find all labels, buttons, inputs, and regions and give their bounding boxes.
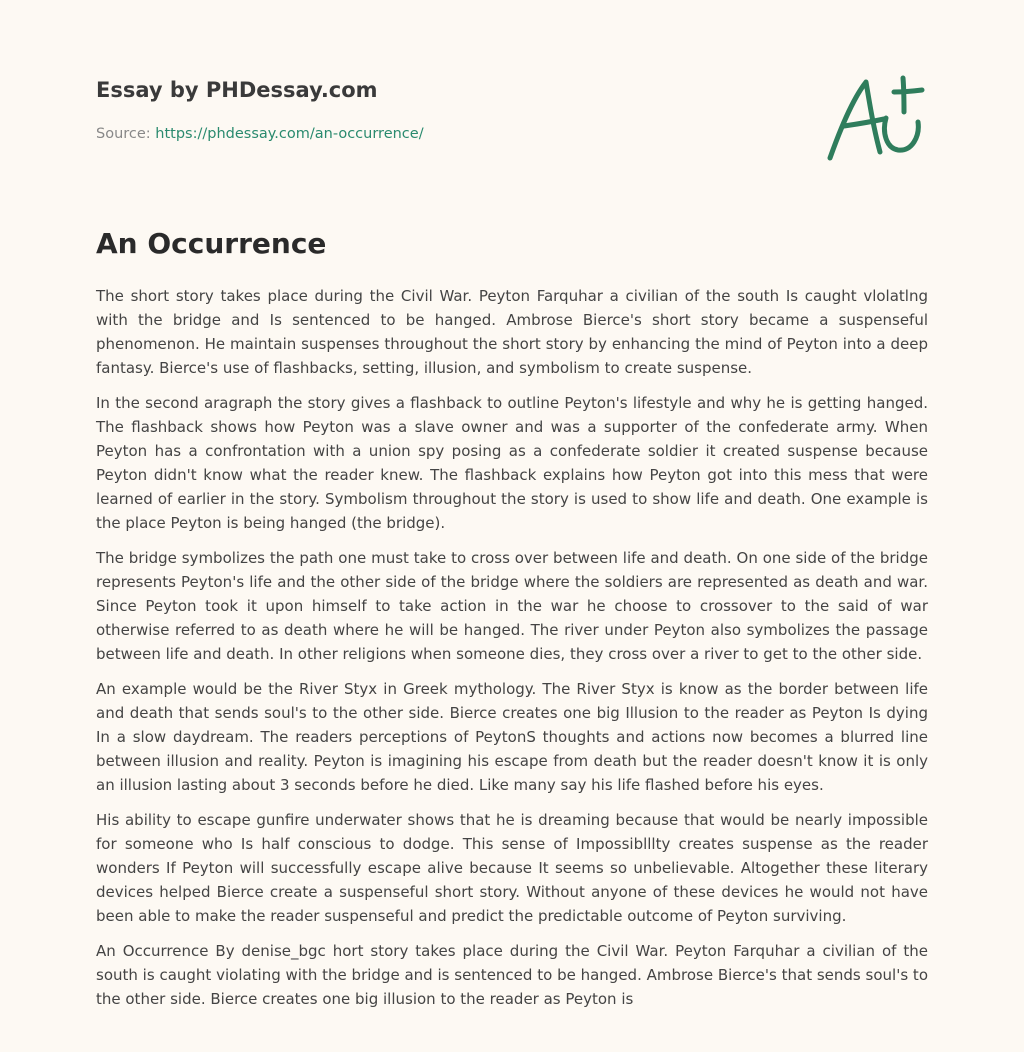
source-link[interactable]: https://phdessay.com/an-occurrence/ — [155, 126, 424, 142]
source-line — [96, 124, 696, 144]
essay-paragraph: The short story takes place during the Civil War. Peyton Farquhar a civilian of the south Is caught vlolatlng with the bridge and Is sentenced to be hanged. Ambrose Bierce's short story became a suspenseful phenomenon. He maintain suspenses throughout the short story by enhancing the mind of Peyton into a deep fantasy. Bierce's use of flashbacks, setting, illusion, and symbolism to create suspense. — [96, 287, 928, 377]
essay-title: An Occurrence — [96, 227, 327, 260]
essay-paragraph: The bridge symbolizes the path one must take to cross over between life and death. On one side of the bridge represents Peyton's life and the other side of the bridge where the soldiers are represented as death and war. Since Peyton took it upon himself to take action in the war he choose to crossover to the said of war otherwise referred to as death where he will be hanged. The river under Peyton also symbolizes the passage between life and death. In other religions when someone dies, they cross over a river to get to the other side. — [96, 549, 928, 663]
essay-paragraph: In the second aragraph the story gives a flashback to outline Peyton's lifestyle and why he is getting hanged. The flashback shows how Peyton was a slave owner and was a supporter of the confederate army. When Peyton has a confrontation with a union spy posing as a confederate soldier it created suspense because Peyton didn't know what the reader knew. The flashback explains how Peyton got into this mess that were learned of earlier in the story. Symbolism throughout the story is used to show life and death. One example is the place Peyton is being hanged (the bridge). — [96, 394, 928, 532]
essay-body — [96, 284, 928, 1022]
brand-title: Essay by PHDessay.com — [96, 78, 378, 102]
essay-paragraph: An example would be the River Styx in Greek mythology. The River Styx is know as the border between life and death that sends soul's to the other side. Bierce creates one big Illusion to the reader as Peyton Is dying In a slow daydream. The readers perceptions of PeytonS thoughts and actions now becomes a blurred line between illusion and reality. Peyton is imagining his escape from death but the reader doesn't know it is only an illusion lasting about 3 seconds before he died. Like many say his life flashed before his eyes. — [96, 680, 928, 794]
source-label: Source: — [96, 126, 156, 142]
page-header — [96, 76, 696, 144]
a-plus-grade-icon — [822, 66, 932, 166]
essay-paragraph: His ability to escape gunfire underwater shows that he is dreaming because that would be nearly impossible for someone who Is half conscious to dodge. This sense of Impossiblllty creates suspense as the reader wonders If Peyton will successfully escape alive because It seems so unbelievable. Altogether these literary devices helped Bierce create a suspenseful short story. Without anyone of these devices he would not have been able to make the reader suspenseful and predict the predictable outcome of Peyton surviving. — [96, 811, 928, 925]
essay-paragraph: An Occurrence By denise_bgc hort story takes place during the Civil War. Peyton Farquhar a civilian of the south is caught violating with the bridge and is sentenced to be hanged. Ambrose Bierce's that sends soul's to the other side. Bierce creates one big illusion to the reader as Peyton is — [96, 942, 928, 1008]
